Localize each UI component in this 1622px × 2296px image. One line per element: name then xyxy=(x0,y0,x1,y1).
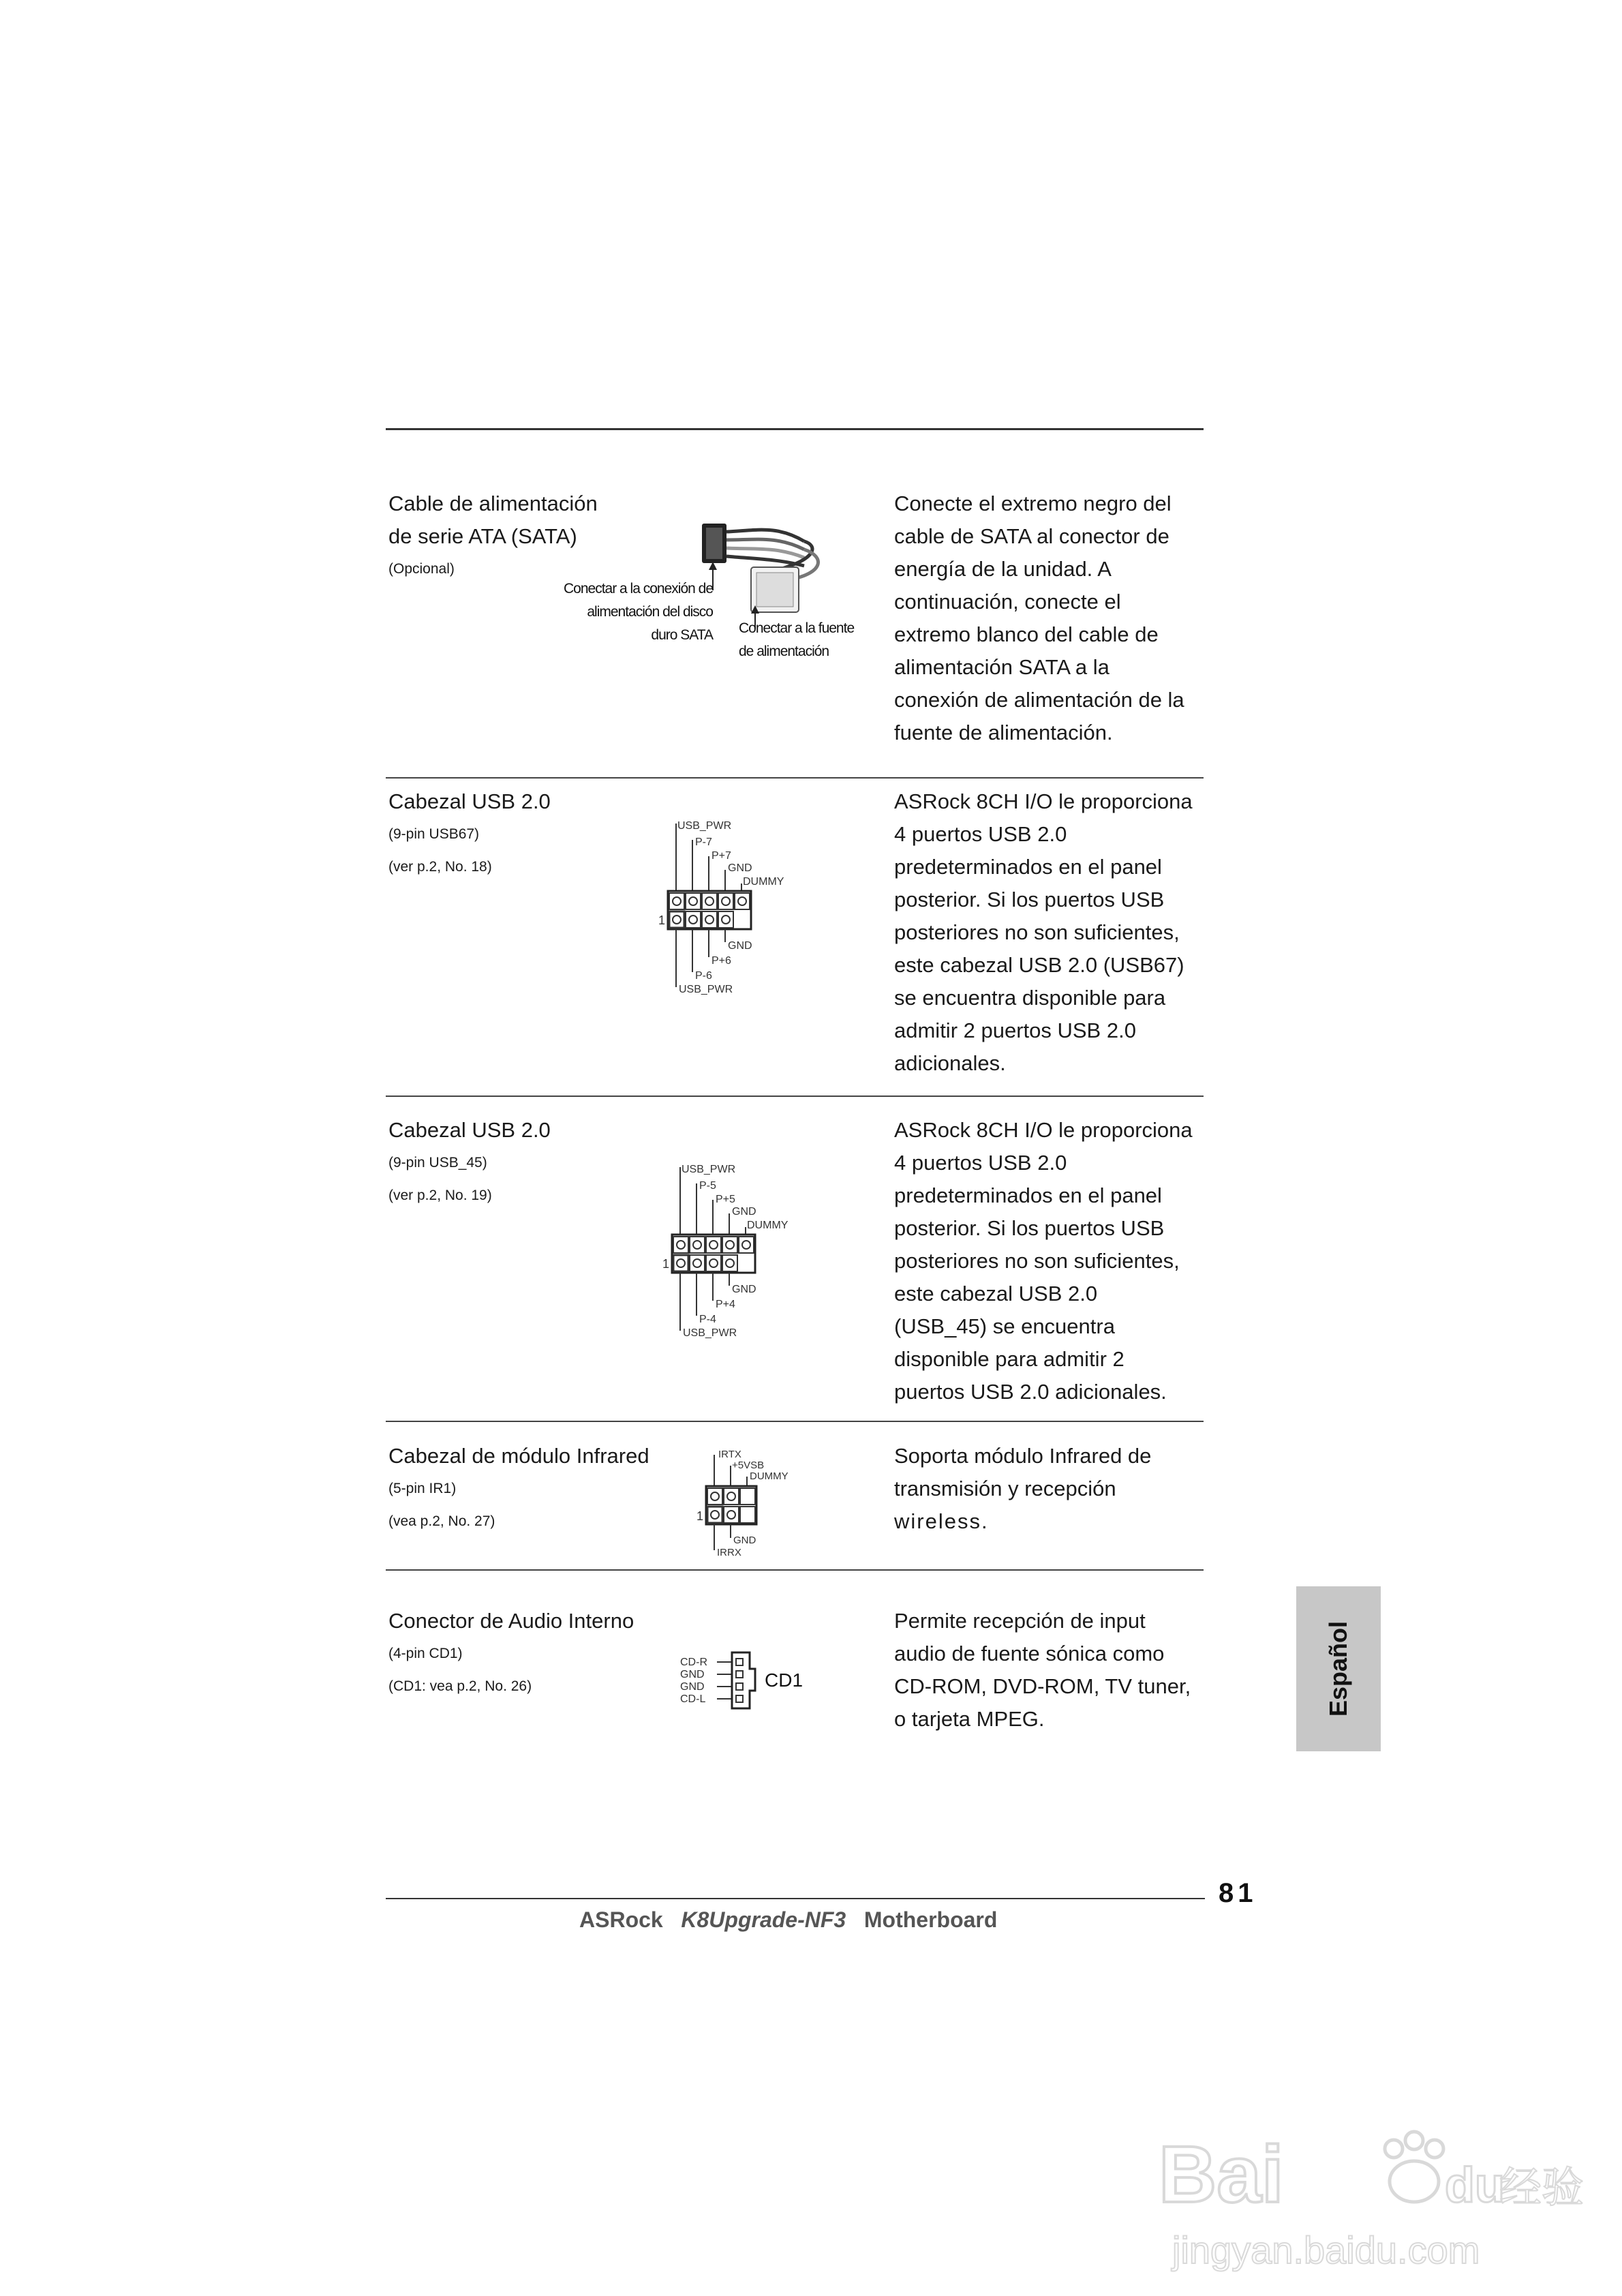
desc-line: fuente de alimentación. xyxy=(894,721,1113,744)
desc-line: ASRock 8CH I/O le proporciona xyxy=(894,789,1193,813)
desc-line: Permite recepción de input xyxy=(894,1609,1146,1633)
section-usb45-label xyxy=(388,1114,551,1212)
subtitle-line: (CD1: vea p.2, No. 26) xyxy=(388,1678,532,1694)
desc-line: posterior. Si los puertos USB xyxy=(894,888,1165,911)
desc-line: wireless. xyxy=(894,1509,989,1533)
pin-label: USB_PWR xyxy=(677,820,732,832)
desc-line: 4 puertos USB 2.0 xyxy=(894,822,1067,846)
desc-line: Soporta módulo Infrared de xyxy=(894,1444,1152,1468)
subtitle-line: (5-pin IR1) xyxy=(388,1481,457,1496)
desc-line: puertos USB 2.0 adicionales. xyxy=(894,1380,1167,1404)
footer-title xyxy=(579,1907,997,1933)
paw-icon xyxy=(1390,2161,1439,2202)
section-divider xyxy=(386,777,1204,779)
pin-label: P+4 xyxy=(716,1299,735,1310)
pin-label: P+6 xyxy=(711,955,731,967)
desc-line: predeterminados en el panel xyxy=(894,1183,1162,1207)
title-line: Cable de alimentación xyxy=(388,492,598,515)
footer-rule xyxy=(386,1898,1205,1899)
desc-line: CD-ROM, DVD-ROM, TV tuner, xyxy=(894,1674,1191,1698)
pin-label: +5VSB xyxy=(732,1460,765,1471)
pin-label: IRTX xyxy=(718,1449,741,1460)
pin-label: GND xyxy=(728,940,752,952)
desc-line: continuación, conecte el xyxy=(894,590,1121,614)
language-tab-label: Español xyxy=(1324,1620,1352,1717)
section-divider xyxy=(386,1421,1204,1422)
desc-line: posterior. Si los puertos USB xyxy=(894,1216,1165,1240)
baidu-watermark xyxy=(1159,2100,1595,2277)
usb67-header-diagram xyxy=(654,813,831,1000)
pin-label: P+5 xyxy=(716,1194,735,1205)
desc-line: este cabezal USB 2.0 (USB67) xyxy=(894,953,1184,977)
pin-label: GND xyxy=(728,862,752,874)
pin-label: CD-R xyxy=(680,1657,707,1668)
desc-line: alimentación SATA a la xyxy=(894,655,1110,679)
pin-label: GND xyxy=(680,1669,705,1680)
section-sata-description xyxy=(894,487,1214,749)
caption-sata-disk: Conectar a la conexión de xyxy=(564,581,713,596)
subtitle-line: (ver p.2, No. 19) xyxy=(388,1188,492,1203)
pin-label: P-6 xyxy=(695,970,712,982)
caption-sata-disk: alimentación del disco xyxy=(587,604,713,620)
caption-sata-disk: duro SATA xyxy=(651,627,713,643)
desc-line: posteriores no son suficientes, xyxy=(894,1249,1180,1273)
caption-power-supply: Conectar a la fuente xyxy=(739,620,855,636)
section-usb67-label xyxy=(388,785,551,883)
subtitle-line: (9-pin USB67) xyxy=(388,826,480,842)
title-line: Cabezal de módulo Infrared xyxy=(388,1444,649,1468)
title-line: de serie ATA (SATA) xyxy=(388,524,577,548)
section-usb45-description xyxy=(894,1114,1214,1408)
pin-label: IRRX xyxy=(717,1547,741,1558)
subtitle-line: (Opcional) xyxy=(388,561,455,577)
footer-model: K8Upgrade-NF3 xyxy=(681,1907,846,1932)
desc-line: adicionales. xyxy=(894,1051,1006,1075)
pin-label: CD-L xyxy=(680,1693,706,1705)
desc-line: (USB_45) se encuentra xyxy=(894,1314,1115,1338)
watermark-logo-du: du xyxy=(1445,2158,1505,2213)
desc-line: transmisión y recepción xyxy=(894,1477,1116,1500)
desc-line: se encuentra disponible para xyxy=(894,986,1166,1010)
subtitle-line: (vea p.2, No. 27) xyxy=(388,1513,495,1529)
language-tab xyxy=(1296,1586,1381,1751)
pin-label: P+7 xyxy=(711,850,731,862)
top-rule xyxy=(386,428,1204,430)
subtitle-line: (ver p.2, No. 18) xyxy=(388,859,492,875)
pin-label: GND xyxy=(732,1206,756,1218)
desc-line: este cabezal USB 2.0 xyxy=(894,1282,1098,1305)
pin-label: DUMMY xyxy=(750,1470,789,1482)
pin-label: USB_PWR xyxy=(683,1327,737,1339)
sata-cable-diagram xyxy=(532,504,913,678)
desc-line: disponible para admitir 2 xyxy=(894,1347,1124,1371)
desc-line: ASRock 8CH I/O le proporciona xyxy=(894,1118,1193,1142)
pin-label: USB_PWR xyxy=(679,984,733,995)
pin-label: P-5 xyxy=(699,1180,716,1192)
page-number: 81 xyxy=(1219,1878,1257,1908)
ir-header-diagram xyxy=(688,1445,838,1571)
footer-suffix: Motherboard xyxy=(863,1907,998,1932)
section-divider xyxy=(386,1096,1204,1097)
desc-line: admitir 2 puertos USB 2.0 xyxy=(894,1018,1136,1042)
pin-label: GND xyxy=(732,1284,756,1295)
desc-line: extremo blanco del cable de xyxy=(894,622,1159,646)
desc-line: 4 puertos USB 2.0 xyxy=(894,1151,1067,1175)
desc-line: conexión de alimentación de la xyxy=(894,688,1184,712)
title-line: Cabezal USB 2.0 xyxy=(388,789,551,813)
caption-power-supply: de alimentación xyxy=(739,644,829,659)
footer-brand: ASRock xyxy=(579,1907,663,1932)
title-line: Conector de Audio Interno xyxy=(388,1609,634,1633)
desc-line: energía de la unidad. A xyxy=(894,557,1112,581)
usb45-header-diagram xyxy=(658,1156,836,1344)
pin-label: DUMMY xyxy=(743,876,784,888)
subtitle-line: (9-pin USB_45) xyxy=(388,1155,487,1170)
pin1-marker: 1 xyxy=(658,913,666,927)
desc-line: predeterminados en el panel xyxy=(894,855,1162,879)
section-cd-description xyxy=(894,1605,1214,1736)
desc-line: o tarjeta MPEG. xyxy=(894,1707,1045,1731)
pin-label: GND xyxy=(733,1535,756,1546)
cd-connector-diagram xyxy=(675,1650,838,1728)
section-cd-label xyxy=(388,1605,634,1703)
section-ir-label xyxy=(388,1440,649,1538)
title-line: Cabezal USB 2.0 xyxy=(388,1118,551,1142)
section-ir-description xyxy=(894,1440,1214,1538)
pin-label: USB_PWR xyxy=(682,1164,736,1175)
pin1-marker: 1 xyxy=(697,1509,704,1523)
pin-label: P-7 xyxy=(695,836,712,848)
desc-line: Conecte el extremo negro del xyxy=(894,492,1172,515)
pin-label: GND xyxy=(680,1681,705,1693)
section-usb67-description xyxy=(894,785,1214,1080)
watermark-logo: Bai xyxy=(1159,2130,1284,2220)
watermark-cn: 经验 xyxy=(1499,2164,1585,2211)
pin1-marker: 1 xyxy=(662,1257,670,1271)
cd1-label: CD1 xyxy=(765,1670,804,1691)
section-divider xyxy=(386,1569,1204,1571)
pin-label: DUMMY xyxy=(747,1220,789,1231)
pin-label: P-4 xyxy=(699,1314,716,1325)
watermark-url: jingyan.baidu.com xyxy=(1172,2229,1480,2271)
desc-line: audio de fuente sónica como xyxy=(894,1642,1165,1665)
desc-line: cable de SATA al conector de xyxy=(894,524,1169,548)
desc-line: posteriores no son suficientes, xyxy=(894,920,1180,944)
subtitle-line: (4-pin CD1) xyxy=(388,1646,463,1661)
